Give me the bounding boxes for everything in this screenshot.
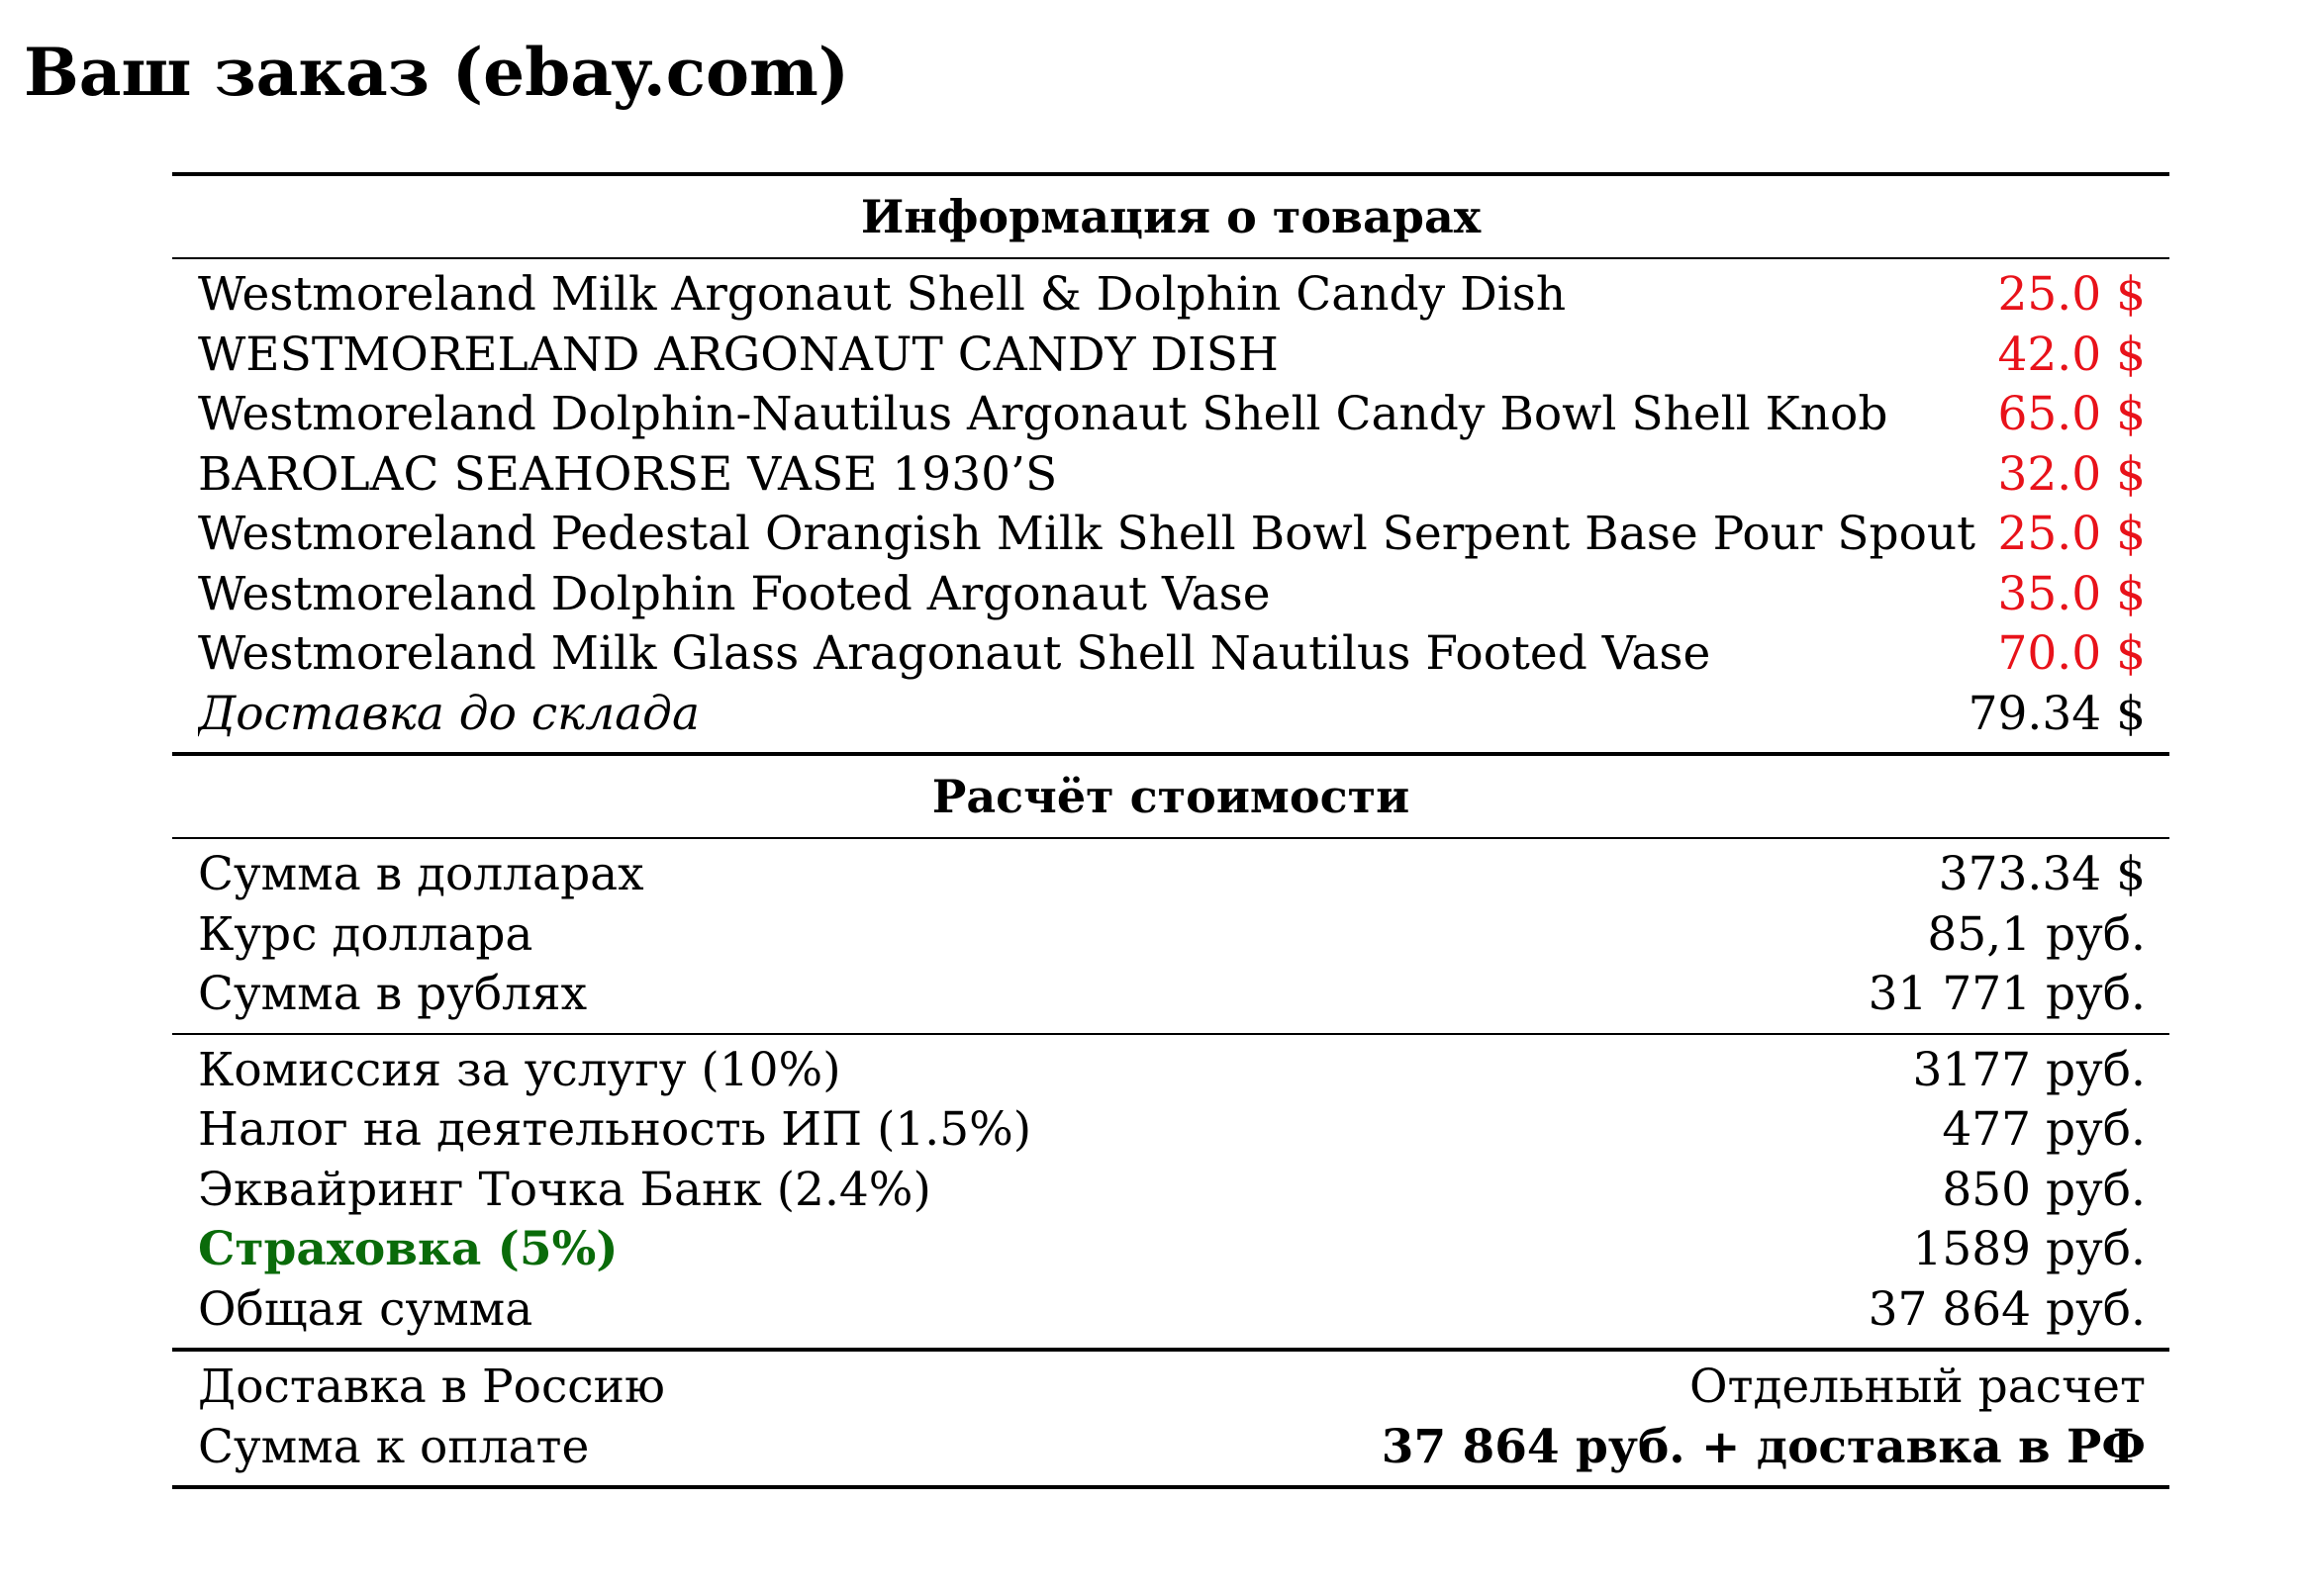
item-price: 25.0 $ <box>1997 507 2146 561</box>
item-row <box>172 265 2169 326</box>
conversion-list <box>172 839 2169 1033</box>
table-bottom-rule <box>172 1485 2169 1489</box>
russia-shipping-value: Отдельный расчет <box>1688 1360 2146 1414</box>
final-list <box>172 1352 2169 1485</box>
fees-list <box>172 1035 2169 1349</box>
service-fee-row <box>172 1041 2169 1101</box>
item-row <box>172 385 2169 445</box>
item-row <box>172 445 2169 506</box>
warehouse-shipping-value: 79.34 $ <box>1968 686 2146 741</box>
page-title: Ваш заказ (ebay.com) <box>24 34 850 111</box>
order-summary-table <box>172 172 2169 1489</box>
items-list <box>172 259 2169 752</box>
rub-total-value: 31 771 руб. <box>1868 967 2146 1021</box>
exchange-rate-label: Курс доллара <box>198 906 533 962</box>
acquiring-label: Эквайринг Точка Банк (2.4%) <box>198 1162 931 1217</box>
usd-total-row <box>172 845 2169 905</box>
item-row <box>172 624 2169 685</box>
item-price: 65.0 $ <box>1997 387 2146 441</box>
item-name: Westmoreland Milk Glass Aragonaut Shell Nautilus Footed Vase <box>198 626 1711 681</box>
grand-total-value: 37 864 руб. <box>1868 1281 2146 1337</box>
grand-total-label: Общая сумма <box>198 1281 533 1337</box>
usd-total-label: Сумма в долларах <box>198 847 644 901</box>
warehouse-shipping-label: Доставка до склада <box>198 686 700 741</box>
russia-shipping-row <box>172 1358 2169 1418</box>
amount-due-row <box>172 1418 2169 1478</box>
item-row <box>172 505 2169 565</box>
tax-value: 477 руб. <box>1942 1102 2146 1157</box>
items-section-heading: Информация о товарах <box>860 190 1482 243</box>
insurance-label: Страховка (5%) <box>198 1222 619 1276</box>
russia-shipping-label: Доставка в Россию <box>198 1360 665 1414</box>
acquiring-value: 850 руб. <box>1942 1162 2146 1217</box>
tax-label: Налог на деятельность ИП (1.5%) <box>198 1102 1032 1157</box>
insurance-row <box>172 1220 2169 1280</box>
item-name: Westmoreland Dolphin-Nautilus Argonaut Shell Candy Bowl Shell Knob <box>198 387 1888 441</box>
warehouse-shipping-row <box>172 685 2169 745</box>
tax-row <box>172 1100 2169 1161</box>
item-name: Westmoreland Milk Argonaut Shell & Dolphin Candy Dish <box>198 267 1567 322</box>
cost-section-heading: Расчёт стоимости <box>931 770 1410 823</box>
acquiring-row <box>172 1161 2169 1221</box>
exchange-rate-row <box>172 905 2169 966</box>
item-name: WESTMORELAND ARGONAUT CANDY DISH <box>198 327 1279 382</box>
item-name: BAROLAC SEAHORSE VASE 1930’S <box>198 446 1058 502</box>
rub-total-label: Сумма в рублях <box>198 967 588 1021</box>
item-price: 25.0 $ <box>1997 267 2146 322</box>
service-fee-value: 3177 руб. <box>1912 1042 2146 1097</box>
item-price: 35.0 $ <box>1997 566 2146 621</box>
exchange-rate-value: 85,1 руб. <box>1927 906 2146 962</box>
item-price: 70.0 $ <box>1997 626 2146 681</box>
service-fee-label: Комиссия за услугу (10%) <box>198 1042 841 1097</box>
amount-due-value: 37 864 руб. + доставка в РФ <box>1381 1419 2146 1474</box>
item-row <box>172 565 2169 625</box>
item-row <box>172 326 2169 386</box>
item-price: 32.0 $ <box>1997 446 2146 502</box>
amount-due-label: Сумма к оплате <box>198 1419 590 1474</box>
rub-total-row <box>172 965 2169 1025</box>
item-price: 42.0 $ <box>1997 327 2146 382</box>
item-name: Westmoreland Pedestal Orangish Milk Shell Bowl Serpent Base Pour Spout <box>198 507 1976 561</box>
item-name: Westmoreland Dolphin Footed Argonaut Vase <box>198 566 1271 621</box>
grand-total-row <box>172 1280 2169 1341</box>
usd-total-value: 373.34 $ <box>1938 847 2146 901</box>
insurance-value: 1589 руб. <box>1912 1222 2146 1276</box>
